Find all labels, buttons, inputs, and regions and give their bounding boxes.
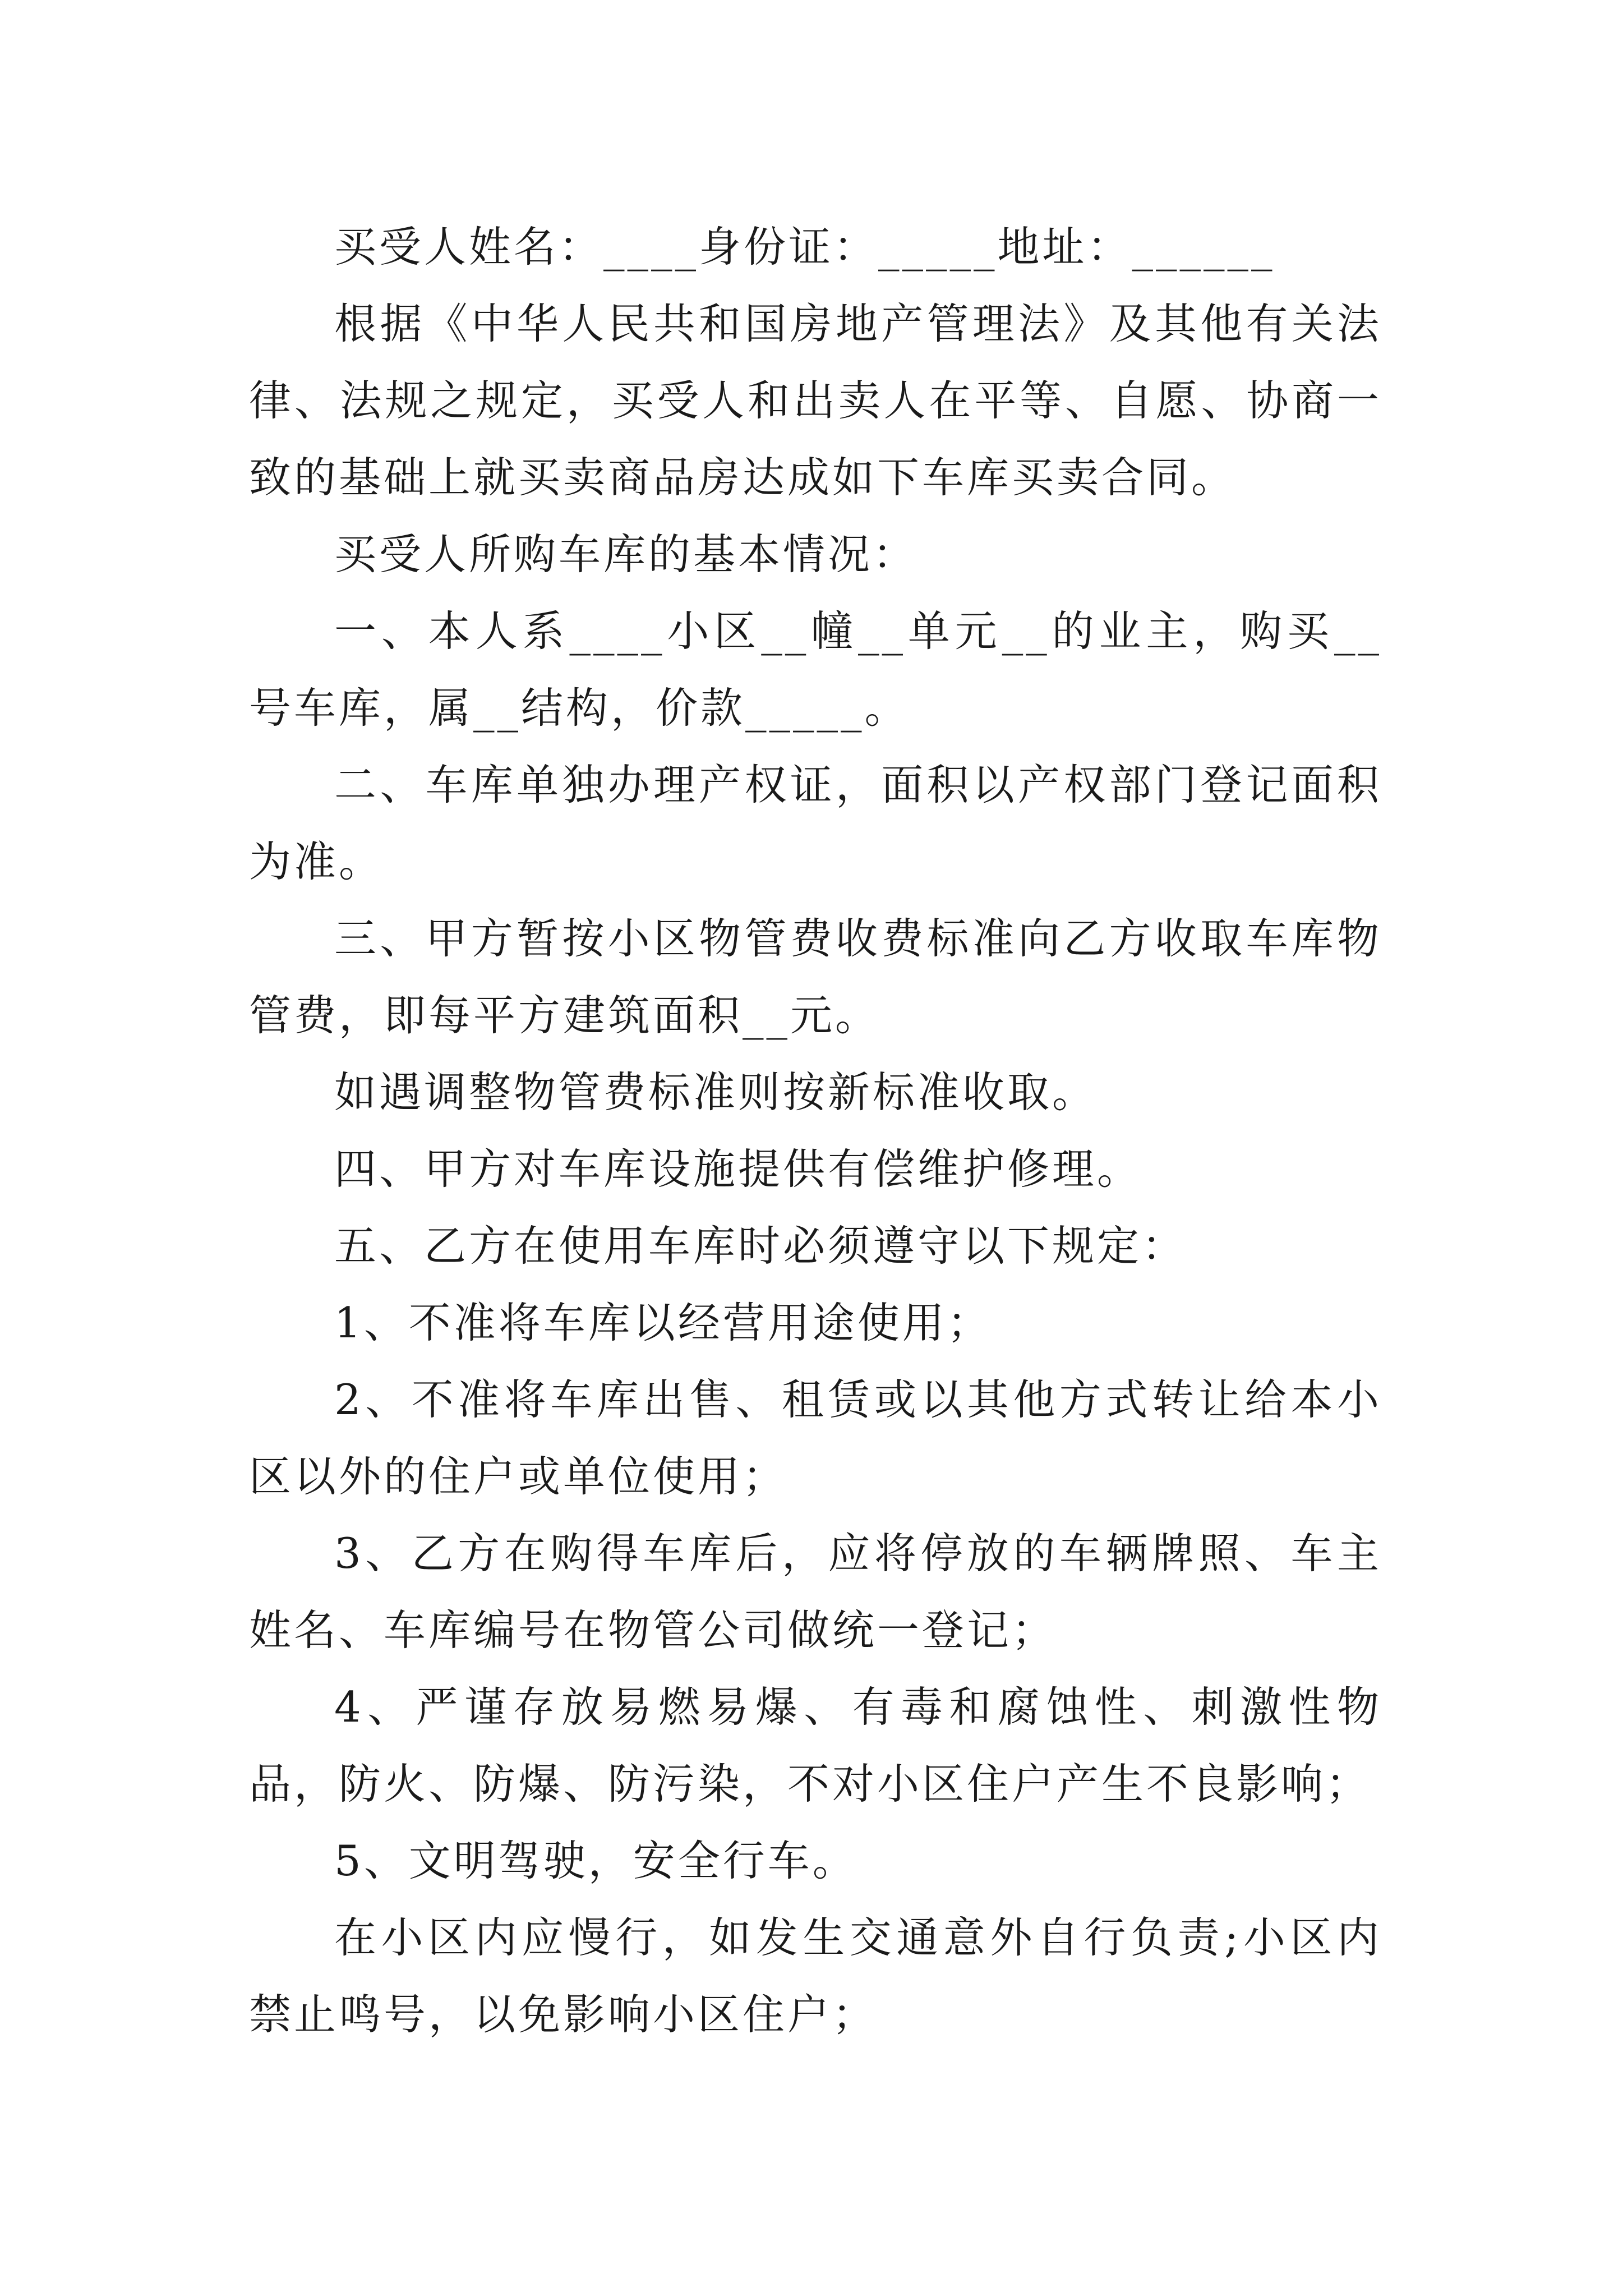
paragraph-legal-basis: 根据《中华人民共和国房地产管理法》及其他有关法律、法规之规定，买受人和出卖人在平等、自愿、协商一致的基础上就买卖商品房达成如下车库买卖合同。 (249, 299, 1382, 502)
paragraph-clause-3: 三、甲方暂按小区物管费收费标准向乙方收取车库物管费，即每平方建筑面积__元。 (249, 914, 1382, 1040)
paragraph-clause-2: 二、车库单独办理产权证，面积以产权部门登记面积为准。 (249, 760, 1382, 886)
paragraph-rule-1: 1、不准将车库以经营用途使用； (334, 1298, 992, 1347)
paragraph-rule-5: 5、文明驾驶，安全行车。 (334, 1836, 857, 1885)
paragraph-clause-4: 四、甲方对车库设施提供有偿维护修理。 (334, 1144, 1142, 1194)
paragraph-rule-4: 4、严谨存放易燃易爆、有毒和腐蚀性、刺激性物品，防火、防爆、防污染，不对小区住户产生不良影响； (249, 1682, 1382, 1809)
paragraph-garage-basics-heading: 买受人所购车库的基本情况： (334, 530, 918, 579)
paragraph-clause-1: 一、本人系____小区__幢__单元__的业主，购买__号车库，属__结构，价款_____。 (249, 606, 1382, 733)
paragraph-clause-5: 五、乙方在使用车库时必须遵守以下规定： (334, 1221, 1187, 1271)
paragraph-rule-3: 3、乙方在购得车库后，应将停放的车辆牌照、车主姓名、车库编号在物管公司做统一登记； (249, 1529, 1382, 1655)
paragraph-buyer-info: 买受人姓名：____身份证：_____地址：______ (334, 222, 1275, 272)
document-body (249, 209, 1382, 2053)
paragraph-fee-adjustment: 如遇调整物管费标准则按新标准收取。 (334, 1068, 1098, 1117)
paragraph-driving-note: 在小区内应慢行，如发生交通意外自行负责;小区内禁止鸣号，以免影响小区住户； (249, 1913, 1382, 2039)
paragraph-rule-2: 2、不准将车库出售、租赁或以其他方式转让给本小区以外的住户或单位使用； (249, 1375, 1382, 1501)
